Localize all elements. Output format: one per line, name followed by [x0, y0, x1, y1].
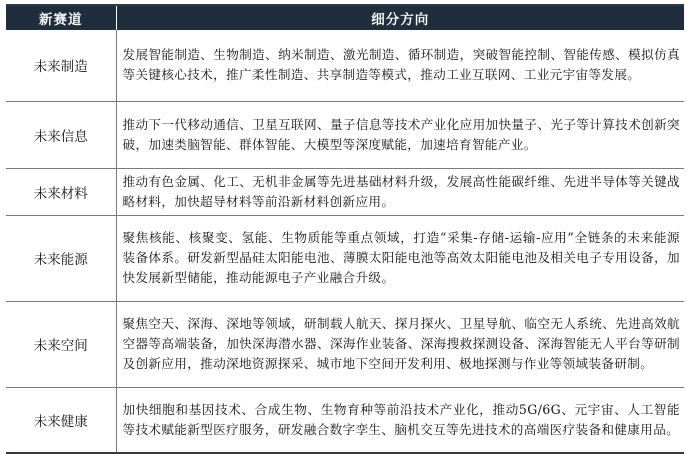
- direction-cell: 发展智能制造、生物制造、纳米制造、激光制造、循环制造，突破智能控制、智能传感、模拟仿真等关键核心技术，推广柔性制造、共享制造等模式，推动工业互联网、工业元宇宙等发展。: [122, 47, 680, 83]
- header-track: 新赛道: [6, 5, 116, 30]
- table-header: [6, 5, 684, 30]
- track-cell: 未来材料: [6, 168, 116, 215]
- header-direction: 细分方向: [116, 5, 684, 30]
- track-cell: 未来健康: [6, 387, 116, 453]
- table-body: [6, 30, 684, 453]
- table-row: [6, 387, 684, 453]
- direction-cell: 聚焦核能、核聚变、氢能、生物质能等重点领域，打造“采集-存储-运输-应用”全链条的未来能源装备体系。研发新型晶硅太阳能电池、薄膜太阳能电池等高效太阳能电池及相关电子专用设备，加快发展新型储能，推动能源电子产业融合升级。: [116, 215, 684, 301]
- track-cell: 未来空间: [6, 301, 116, 387]
- table-row: [6, 301, 684, 387]
- table-row: [6, 168, 684, 215]
- track-cell: 未来信息: [6, 101, 116, 168]
- direction-cell: 加快细胞和基因技术、合成生物、生物育种等前沿技术产业化，推动5G/6G、元宇宙、人工智能等技术赋能新型医疗服务，研发融合数字孪生、脑机交互等先进技术的高端医疗装备和健康用品。: [116, 387, 684, 453]
- table-row: [6, 30, 684, 101]
- table-row: [6, 215, 684, 301]
- track-cell: 未来能源: [6, 215, 116, 301]
- direction-cell: 聚焦空天、深海、深地等领域，研制载人航天、探月探火、卫星导航、临空无人系统、先进高效航空器等高端装备，加快深海潜水器、深海作业装备、深海搜救探测设备、深海智能无人平台等研制及创新应用，推动深地资源探采、城市地下空间开发利用、极地探测与作业等领域装备研制。: [116, 301, 684, 387]
- new-tracks-table: [6, 4, 684, 454]
- direction-cell: 推动有色金属、化工、无机非金属等先进基础材料升级，发展高性能碳纤维、先进半导体等关键战略材料，加快超导材料等前沿新材料创新应用。: [116, 168, 684, 215]
- track-cell: 未来制造: [6, 30, 116, 101]
- direction-cell: 推动下一代移动通信、卫星互联网、量子信息等技术产业化应用加快量子、光子等计算技术创新突破，加速类脑智能、群体智能、大模型等深度赋能，加速培育智能产业。: [116, 101, 684, 168]
- table-row: [6, 101, 684, 168]
- header-row: [6, 5, 684, 30]
